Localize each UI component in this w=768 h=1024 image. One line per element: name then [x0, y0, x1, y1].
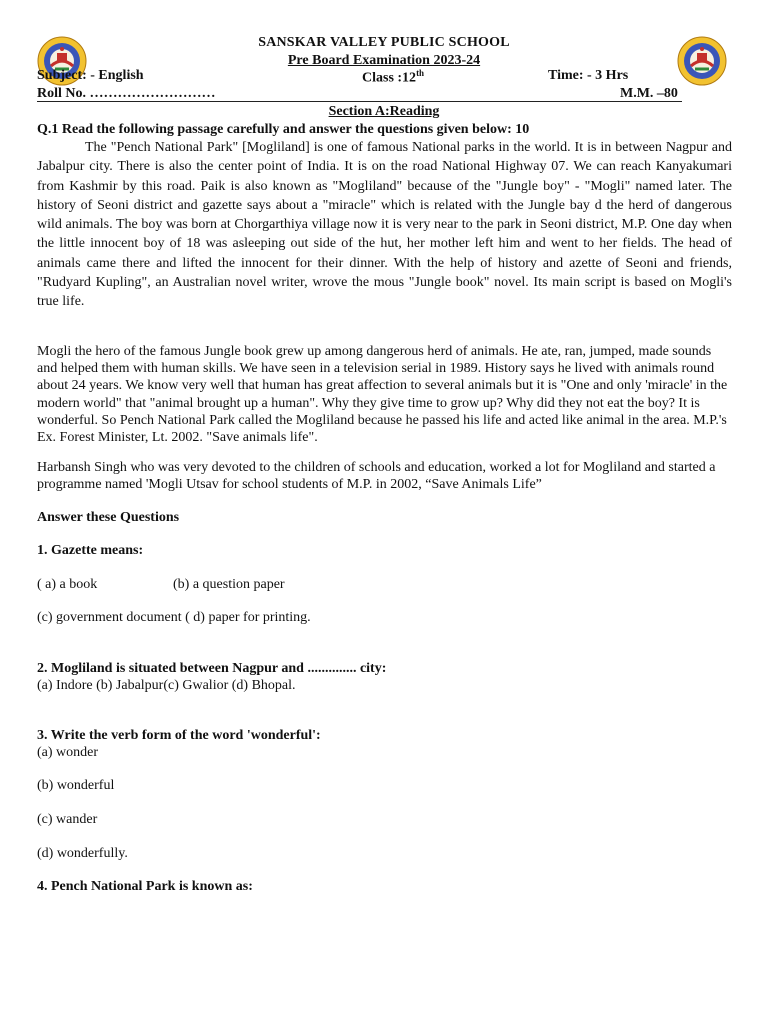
class-superscript: th — [416, 68, 425, 78]
max-marks: M.M. –80 — [620, 86, 678, 101]
subject-label: Subject: - English — [37, 68, 144, 83]
question-3-option-a: (a) wonder — [37, 745, 99, 760]
question-2-options: (a) Indore (b) Jabalpur(c) Gwalior (d) Bhopal. — [37, 678, 296, 693]
section-title — [0, 104, 768, 120]
question-1-options-cd: (c) government document ( d) paper for printing. — [37, 610, 311, 625]
time-label: Time: - 3 Hrs — [548, 68, 629, 83]
question-1-option-b: (b) a question paper — [173, 577, 285, 592]
questions-heading: Answer these Questions — [37, 510, 180, 525]
question-3-option-b: (b) wonderful — [37, 778, 115, 793]
class-label — [362, 68, 424, 87]
roll-number: Roll No. ……………………… — [37, 86, 216, 101]
section-title-text: Section A:Reading — [328, 104, 440, 119]
question-2-text: 2. Mogliland is situated between Nagpur and .............. city: — [37, 661, 387, 676]
question-4-text: 4. Pench National Park is known as: — [37, 879, 253, 894]
question-1-text: 1. Gazette means: — [37, 543, 144, 558]
header-divider — [37, 101, 682, 102]
question-3-text: 3. Write the verb form of the word 'wonderful': — [37, 728, 321, 743]
question-1-option-a: ( a) a book — [37, 577, 98, 592]
school-name: SANSKAR VALLEY PUBLIC SCHOOL — [258, 35, 510, 50]
question-3-option-c: (c) wander — [37, 812, 98, 827]
passage-paragraph-3: Harbansh Singh who was very devoted to the children of schools and education, worked a lot for Mogliland and started a programme named 'Mogli Utsav for school students of M.P. in 2002, “Save Animals Life” — [37, 460, 716, 493]
class-text: Class :12 — [362, 70, 417, 86]
question-1-heading: Q.1 Read the following passage carefully and answer the questions given below: 10 — [37, 122, 530, 137]
exam-title-text: Pre Board Examination 2023-24 — [287, 53, 481, 68]
passage-paragraph-2: Mogli the hero of the famous Jungle book grew up among dangerous herd of animals. He ate, ran, jumped, made sounds and helped them with human skills. We have seen in a television serial in 1989. History says he lived with animals round about 24 years. We know very well that human has great affection to several animals but it is "One and only 'miracle' in the modern world" that "animal brought up a human". Why they give time to grow up? Why did they not eat the boy? It is wonderful. So Pench National Park called the Mogliland because he passed his life and acted like animal in the area. M.P.'s Ex. Forest Minister, Lt. 2002. "Save animals life". — [37, 344, 728, 446]
question-3-option-d: (d) wonderfully. — [37, 846, 128, 861]
passage-paragraph-1: The "Pench National Park" [Mogliland] is one of famous National parks in the world. It is in between Nagpur and Jabalpur city. There is also the center point of India. It is on the road National Highway 07. We can reach Kanyakumari from Kashmir by this road. Paik is also known as "Mogliland" because of the "Jungle boy" - "Mogli" named later. The history of Seoni district and gazette says about a "miracle" which is related with the Jungle bay d the herd of dangerous wild animals. The boy was born at Chorgarthiya village now it is very near to the park in Seoni district, M.P. One day when the little innocent boy of 18 was asleeping out side of the hut, her mother left him and went to her fields. The head of animals came there and lifted the innocent for their dinner. With the help of history and azette of Seoni and friends, "Rudyard Kupling", an Australian novel writer, wrove the mous "Jungle book" novel. Its main script is based on Mogli's true life. — [37, 140, 732, 310]
exam-title — [0, 53, 768, 69]
